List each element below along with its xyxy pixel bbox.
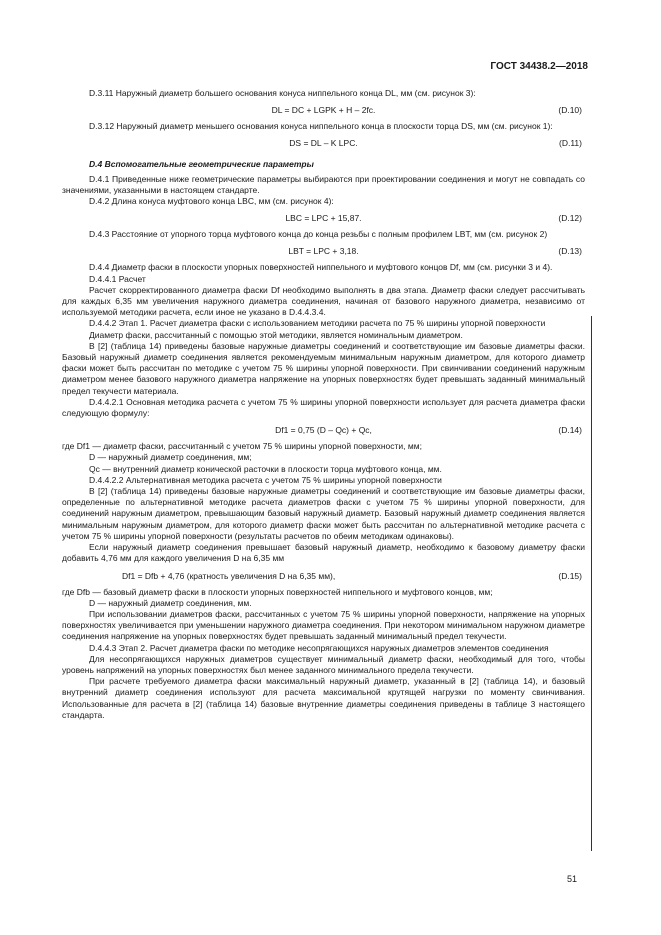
document-body — [62, 88, 585, 721]
formula-expression: LBT = LPC + 3,18. — [288, 246, 359, 257]
paragraph: D.4.2 Длина конуса муфтового конца LBC, мм (см. рисунок 4): — [89, 196, 334, 207]
formula-number: (D.10) — [558, 105, 582, 116]
formula — [62, 568, 585, 584]
paragraph: Диаметр фаски, рассчитанный с помощью этой методики, является номинальным диаметром. — [89, 329, 463, 340]
paragraph: D.4.4.2.2 Альтернативная методика расчета с учетом 75 % ширины упорной поверхности — [89, 474, 442, 485]
formula-number: (D.15) — [558, 570, 582, 581]
formula — [62, 422, 585, 438]
paragraph: D.4.4.1 Расчет — [89, 273, 146, 284]
formula — [62, 135, 585, 151]
standard-header: ГОСТ 34438.2—2018 — [490, 61, 588, 72]
paragraph: Для несопрягающихся наружных диаметров существует минимальный диаметр фаски, необходимый для того, чтобы уровень напряжений на упорных поверхностях был менее заданного минимального предела текучести. — [62, 653, 585, 675]
page-number: 51 — [567, 874, 578, 884]
formula-number: (D.12) — [558, 213, 582, 224]
paragraph: D.3.11 Наружный диаметр большего основания конуса ниппельного конца DL, мм (см. рисунок 3): — [89, 88, 476, 98]
paragraph: При расчете требуемого диаметра фаски максимальный наружный диаметр, указанный в [2] (таблица 14), и базовый внутренний диаметр соединения используют для расчета максимальной крутящей нагрузки по моменту свинчивания. Использованные для расчета в [2] (таблица 14) базовые внутренние диаметры соединения приведены в таблице 3 настоящего стандарта. — [62, 676, 585, 720]
paragraph: При использовании диаметров фаски, рассчитанных с учетом 75 % ширины упорной поверхности, напряжение на упорных поверхностях увеличивается при уменьшении наружного диаметра соединения. При некотором минимальном наружном диаметре соединения напряжение на упорных поверхностях будет превышать заданный минимальный предел текучести. — [62, 608, 585, 642]
paragraph: D.3.12 Наружный диаметр меньшего основания конуса ниппельного конца в плоскости торца DS, мм (см. рисунок 1): — [89, 121, 553, 132]
formula-expression: DS = DL – K LPC. — [289, 138, 358, 149]
formula-expression: LBC = LPC + 15,87. — [285, 213, 362, 224]
formula-number: (D.14) — [558, 425, 582, 436]
definition-line: где Dfb — базовый диаметр фаски в плоскости упорных поверхностей ниппельного и муфтового концов, мм; — [62, 586, 493, 597]
formula-number: (D.11) — [559, 138, 582, 149]
paragraph: D.4.3 Расстояние от упорного торца муфтового конца до конца резьбы с полным профилем LBT, мм (см. рисунок 2) — [89, 229, 548, 240]
section-heading: D.4 Вспомогательные геометрические параметры — [89, 159, 314, 170]
formula — [62, 102, 585, 118]
formula-expression: Df1 = 0,75 (D – Qc) + Qc, — [275, 425, 372, 436]
formula-expression: Df1 = Dfb + 4,76 (кратность увеличения D на 6,35 мм), — [122, 570, 336, 581]
formula-expression: DL = DC + LGPK + H – 2fc. — [271, 105, 376, 116]
formula — [62, 210, 585, 226]
definition-line: где Df1 — диаметр фаски, рассчитанный с учетом 75 % ширины упорной поверхности, мм; — [62, 441, 422, 452]
paragraph: В [2] (таблица 14) приведены базовые наружные диаметры соединений и соответствующие им базовые диаметры фаски, определенные по альтернативной методике расчета диаметров фаски с учетом 75 % ширины упорной поверхности, для соединений наружным диаметром, превышающим базовый наружный диаметр. Базовый наружный диаметр соединения является минимальным наружным диаметром, для которого диаметр фаски может быть рассчитан по альтернативной методике расчета с учетом 75 % ширины упорной поверхности (результаты расчетов по обеим методикам одинаковы). — [62, 486, 585, 541]
definition-line: Qc — внутренний диаметр конической расточки в плоскости торца муфтового конца, мм. — [89, 463, 442, 474]
paragraph: D.4.4.2.1 Основная методика расчета с учетом 75 % ширины упорной поверхности использует для расчета диаметра фаски следующую формулу: — [62, 396, 585, 419]
definition-line: D — наружный диаметр соединения, мм; — [89, 452, 252, 463]
paragraph: D.4.4 Диаметр фаски в плоскости упорных поверхностей ниппельного и муфтового концов Df, мм (см. рисунки 3 и 4). — [89, 262, 553, 273]
paragraph: В [2] (таблица 14) приведены базовые наружные диаметры соединений и соответствующие им базовые диаметры фаски. Базовый наружный диаметр соединения является рекомендуемым минимальным наружным диаметром, для которого диаметр фаски может быть рассчитан по методике с учетом 75 % ширины упорной поверхности. При свинчивании соединений наружным диаметром менее базового наружного диаметра напряжение на упорных поверхностях будет превышать заданный минимальный предел текучести материала. — [62, 340, 585, 396]
paragraph: D.4.4.3 Этап 2. Расчет диаметра фаски по методике несопрягающихся наружных диаметров элементов соединения — [89, 642, 549, 653]
paragraph: Расчет скорректированного диаметра фаски Df необходимо выполнять в два этапа. Диаметр фаски следует рассчитывать для каждых 6,35 мм увеличения наружного диаметра соединения, начиная от базового наружного диаметра, независимо от используемой методики расчета, если иное не указано в D.4.4.3.4. — [62, 284, 585, 318]
paragraph: D.4.1 Приведенные ниже геометрические параметры выбираются при проектировании соединения и могут не совпадать со значениями, указанными в настоящем стандарте. — [62, 173, 585, 195]
formula — [62, 243, 585, 259]
paragraph: Если наружный диаметр соединения превышает базовый наружный диаметр, необходимо к базовому диаметру фаски добавить 4,76 мм для каждого увеличения D на 6,35 мм — [62, 542, 585, 564]
definition-line: D — наружный диаметр соединения, мм. — [89, 597, 252, 608]
formula-number: (D.13) — [558, 246, 582, 257]
paragraph: D.4.4.2 Этап 1. Расчет диаметра фаски с использованием методики расчета по 75 % ширины упорной поверхности — [89, 318, 546, 329]
change-bar — [591, 316, 592, 851]
